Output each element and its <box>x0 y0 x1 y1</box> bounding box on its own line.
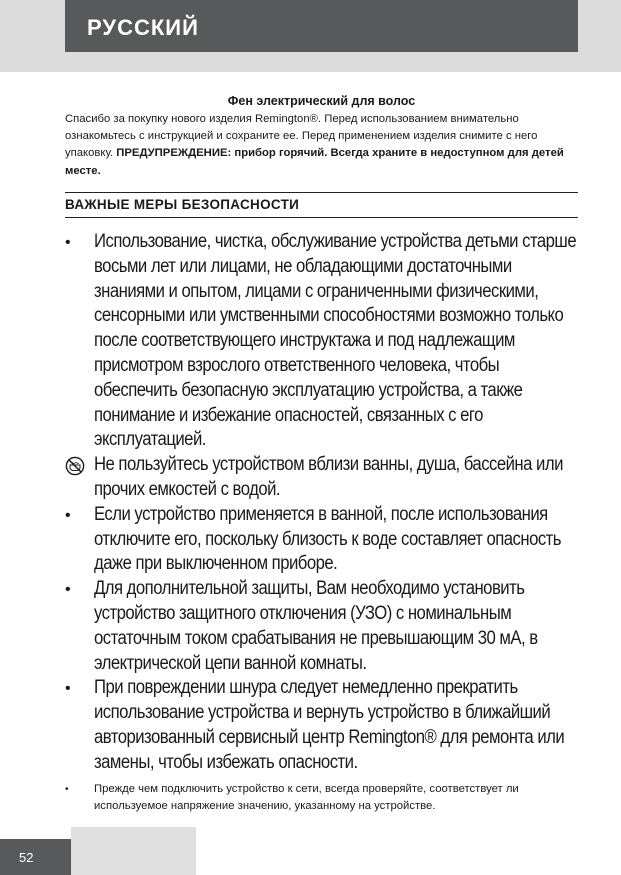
list-item <box>65 781 581 815</box>
list-item-text: Если устройство применяется в ванной, после использования отключите его, поскольку близость к воде составляет опасность даже при выключенном приборе. <box>94 503 561 575</box>
list-item-text: Для дополнительной защиты, Вам необходимо установить устройство защитного отключения (УЗО) с номинальным остаточным током срабатывания не превышающим 30 мА, в электрической цепи ванной комнаты. <box>94 578 538 674</box>
list-item-text: При повреждении шнура следует немедленно прекратить использование устройства и вернуть устройство в ближайший авторизованный сервисный центр Remington® для ремонта или замены, чтобы избежать опасности. <box>94 677 565 773</box>
list-item <box>65 676 581 775</box>
list-item <box>65 230 581 453</box>
language-bar <box>65 0 578 52</box>
document-title: Фен электрический для волос <box>227 94 416 108</box>
intro-text: Спасибо за покупку нового изделия Remington®. Перед использованием внимательно ознакомьтесь с инструкцией и сохраните ее. Перед применением изделия снимите с него упаковку. <box>65 113 538 160</box>
list-item-text: Прежде чем подключить устройство к сети, всегда проверяйте, соответствует ли используемое напряжение значению, указанному на устройстве. <box>94 782 519 812</box>
bullet-marker: • <box>65 680 71 698</box>
footer-band <box>71 827 196 875</box>
intro-paragraph <box>65 111 581 180</box>
list-item <box>65 453 581 503</box>
section-title: ВАЖНЫЕ МЕРЫ БЕЗОПАСНОСТИ <box>65 197 300 212</box>
list-item <box>65 577 581 676</box>
bullet-marker: • <box>65 783 69 795</box>
bullet-marker: • <box>65 581 71 599</box>
page-number-box <box>0 839 71 875</box>
safety-list <box>65 230 581 815</box>
bullet-marker: • <box>65 234 71 251</box>
language-title: РУССКИЙ <box>87 15 199 40</box>
section-header <box>65 192 578 218</box>
no-bath-water-icon <box>65 456 85 476</box>
page-number: 52 <box>19 850 34 865</box>
intro-warning: ПРЕДУПРЕЖДЕНИЕ: прибор горячий. Всегда храните в недоступном для детей месте. <box>65 147 564 177</box>
list-item-text: Не пользуйтесь устройством вблизи ванны, душа, бассейна или прочих емкостей с водой. <box>94 454 563 500</box>
list-item-text: Использование, чистка, обслуживание устройства детьми старше восьми лет или лицами, не обладающими достаточными знаниями и опытом, лицами с ограниченными физическими, сенсорными или умственными способностями возможно только после соответствующего инструктажа и под надлежащим присмотром взрослого ответственного человека, чтобы обеспечить безопасную эксплуатацию устройства, а также понимание и избежание опасностей, связанных с его эксплуатацией. <box>94 231 577 451</box>
list-item <box>65 503 581 577</box>
bullet-marker: • <box>65 506 71 524</box>
